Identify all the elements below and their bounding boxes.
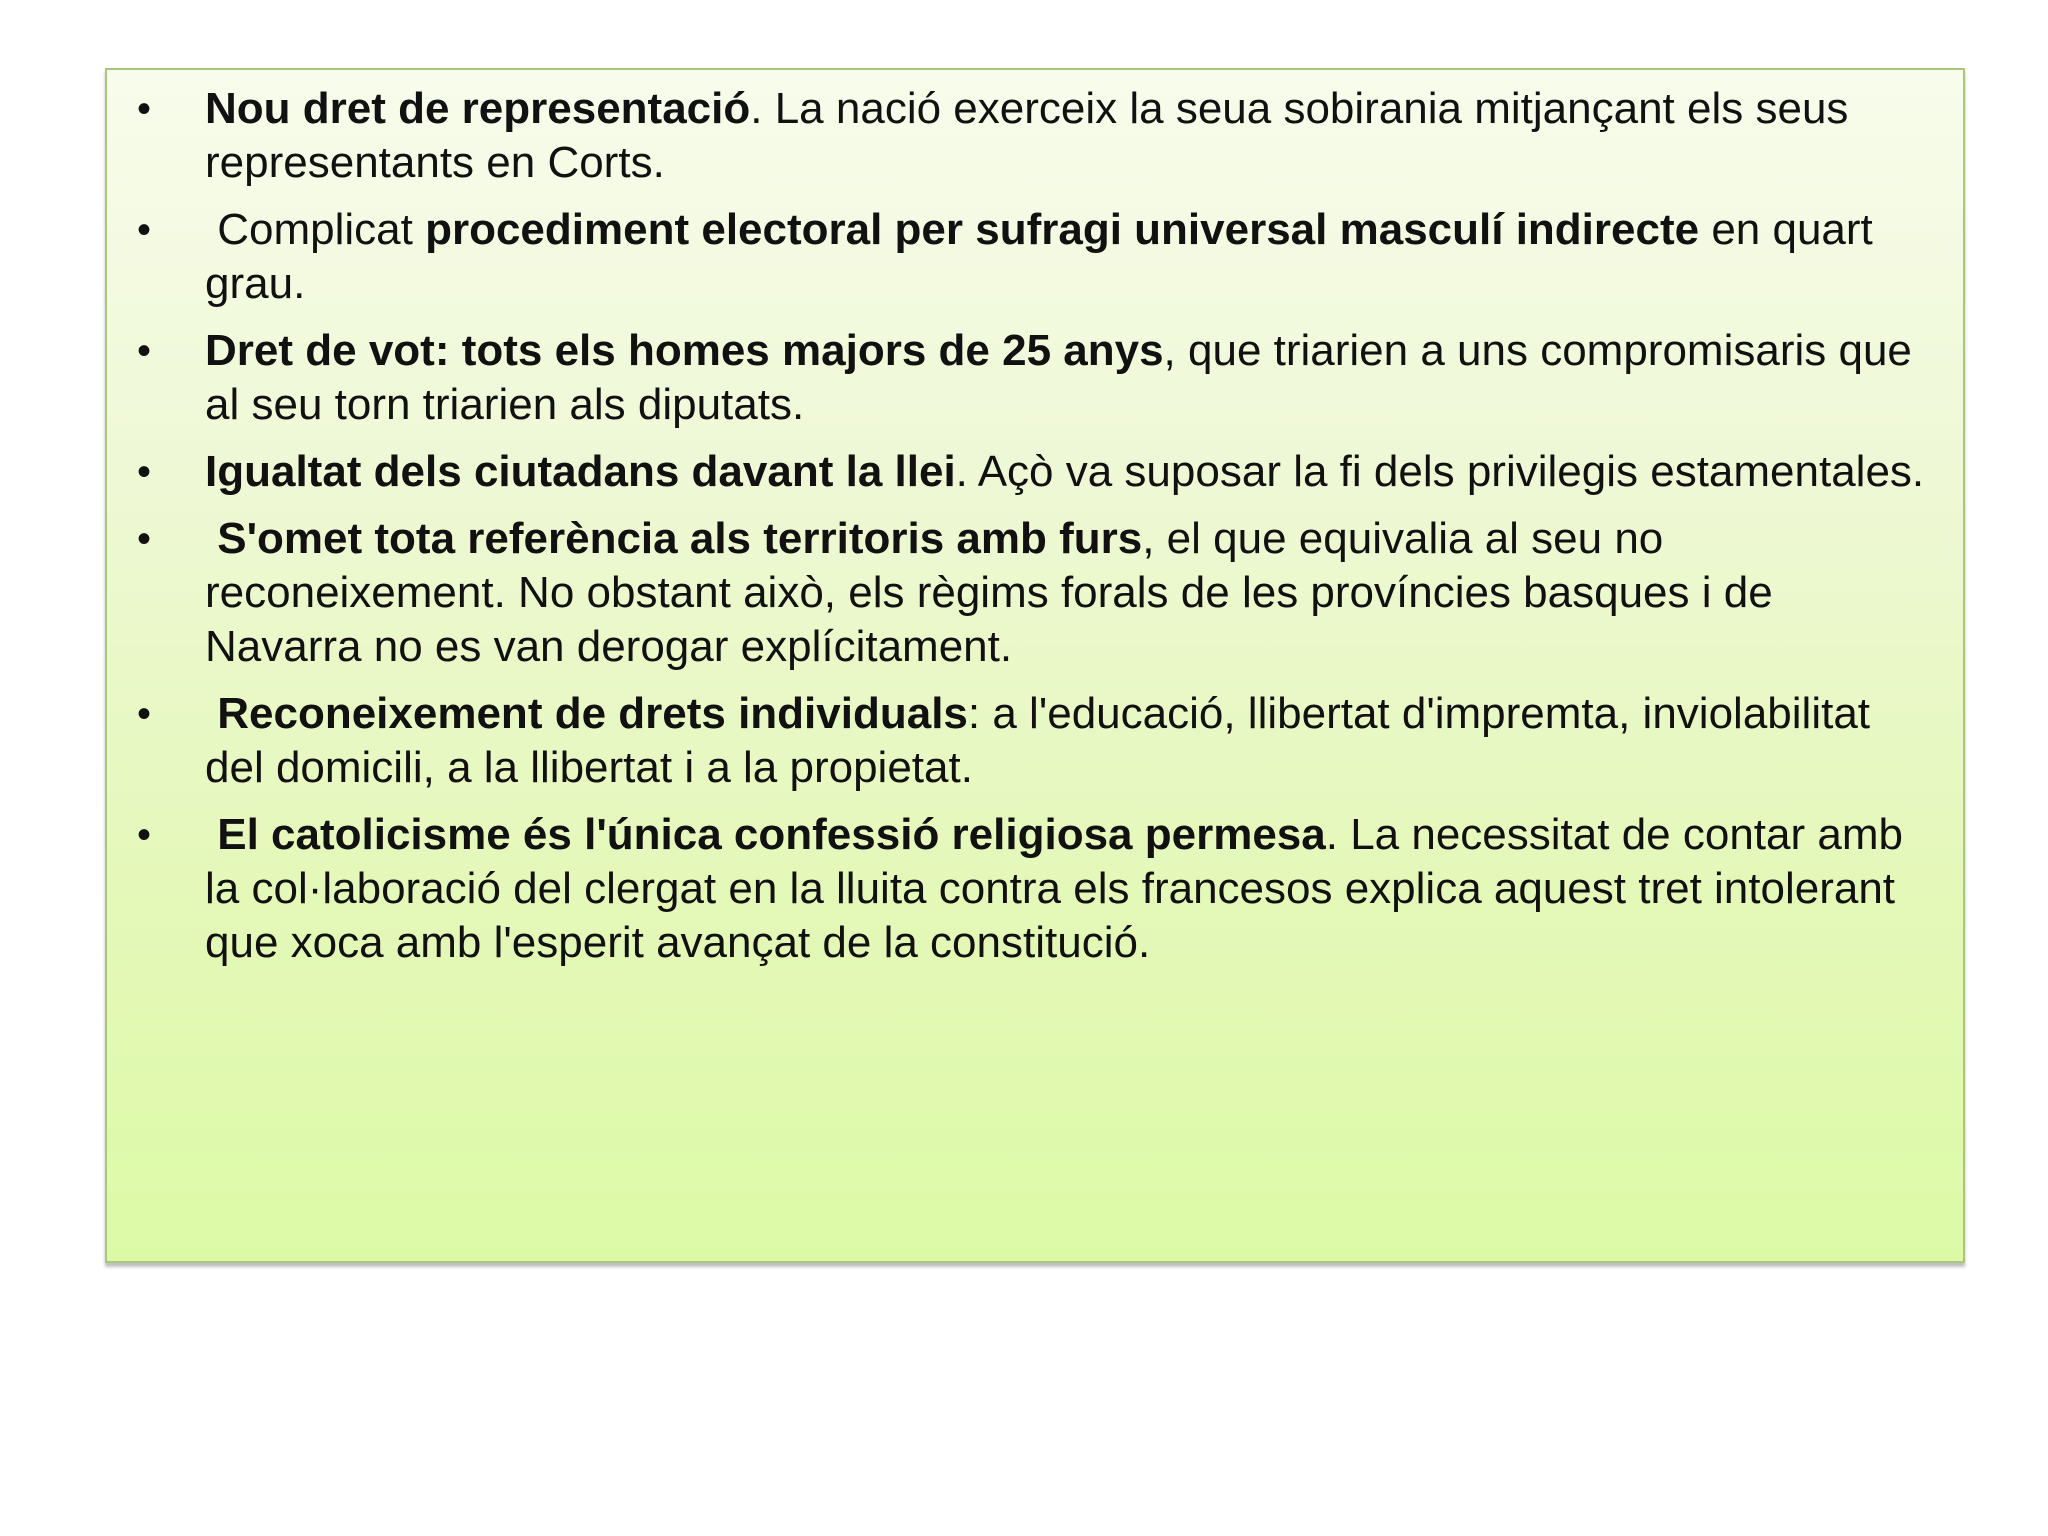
list-item — [129, 687, 1929, 795]
content-box — [105, 68, 1965, 1263]
bullet-lead — [205, 514, 217, 563]
bullet-text — [205, 205, 1873, 308]
list-item — [129, 203, 1929, 311]
bullet-rest: , el que equivalia al seu no reconeixement. No obstant això, els règims forals de les províncies basques i de Navarra no es van derogar explícitament. — [205, 514, 1773, 671]
bullet-lead — [205, 810, 217, 859]
bullet-icon: • — [136, 813, 151, 857]
bullet-lead — [205, 689, 217, 738]
list-item — [129, 808, 1929, 970]
bullet-text — [205, 514, 1773, 671]
bullet-text — [205, 326, 1912, 429]
bullet-rest: : a l'educació, llibertat d'impremta, inviolabilitat del domicili, a la llibertat i a la propietat. — [205, 689, 1871, 792]
bullet-text — [205, 689, 1870, 792]
bullet-rest: . La necessitat de contar amb la col·laboració del clergat en la lluita contra els francesos explica aquest tret intolerant que xoca amb l'esperit avançat de la constitució. — [205, 810, 1903, 967]
bullet-text — [205, 810, 1903, 967]
bullet-rest: , que triarien a uns compromisaris que al seu torn triarien als diputats. — [205, 326, 1912, 429]
bullet-icon: • — [136, 329, 151, 373]
bullet-bold: Reconeixement de drets individuals — [217, 689, 968, 738]
bullet-icon: • — [136, 450, 151, 494]
list-item — [129, 82, 1929, 190]
bullet-list — [129, 82, 1929, 983]
bullet-icon: • — [136, 692, 151, 736]
bullet-bold: El catolicisme és l'única confessió religiosa permesa — [217, 810, 1326, 859]
list-item — [129, 445, 1929, 499]
bullet-text — [205, 447, 1924, 496]
list-item — [129, 512, 1929, 674]
bullet-bold: Igualtat dels ciutadans davant la llei — [205, 447, 956, 496]
bullet-icon: • — [136, 87, 151, 131]
bullet-bold: S'omet tota referència als territoris amb furs — [217, 514, 1143, 563]
bullet-rest: . La nació exerceix la seua sobirania mitjançant els seus representants en Corts. — [205, 84, 1849, 187]
bullet-rest: . Açò va suposar la fi dels privilegis estamentales. — [955, 447, 1925, 496]
bullet-rest: en quart grau. — [205, 205, 1873, 308]
list-item — [129, 324, 1929, 432]
bullet-text — [205, 84, 1848, 187]
bullet-bold: Nou dret de representació — [205, 84, 751, 133]
bullet-icon: • — [136, 208, 151, 252]
bullet-bold: procediment electoral per sufragi universal masculí indirecte — [425, 205, 1700, 254]
bullet-bold: Dret de vot: tots els homes majors de 25 anys — [205, 326, 1164, 375]
bullet-icon: • — [136, 517, 151, 561]
bullet-lead: Complicat — [205, 205, 426, 254]
